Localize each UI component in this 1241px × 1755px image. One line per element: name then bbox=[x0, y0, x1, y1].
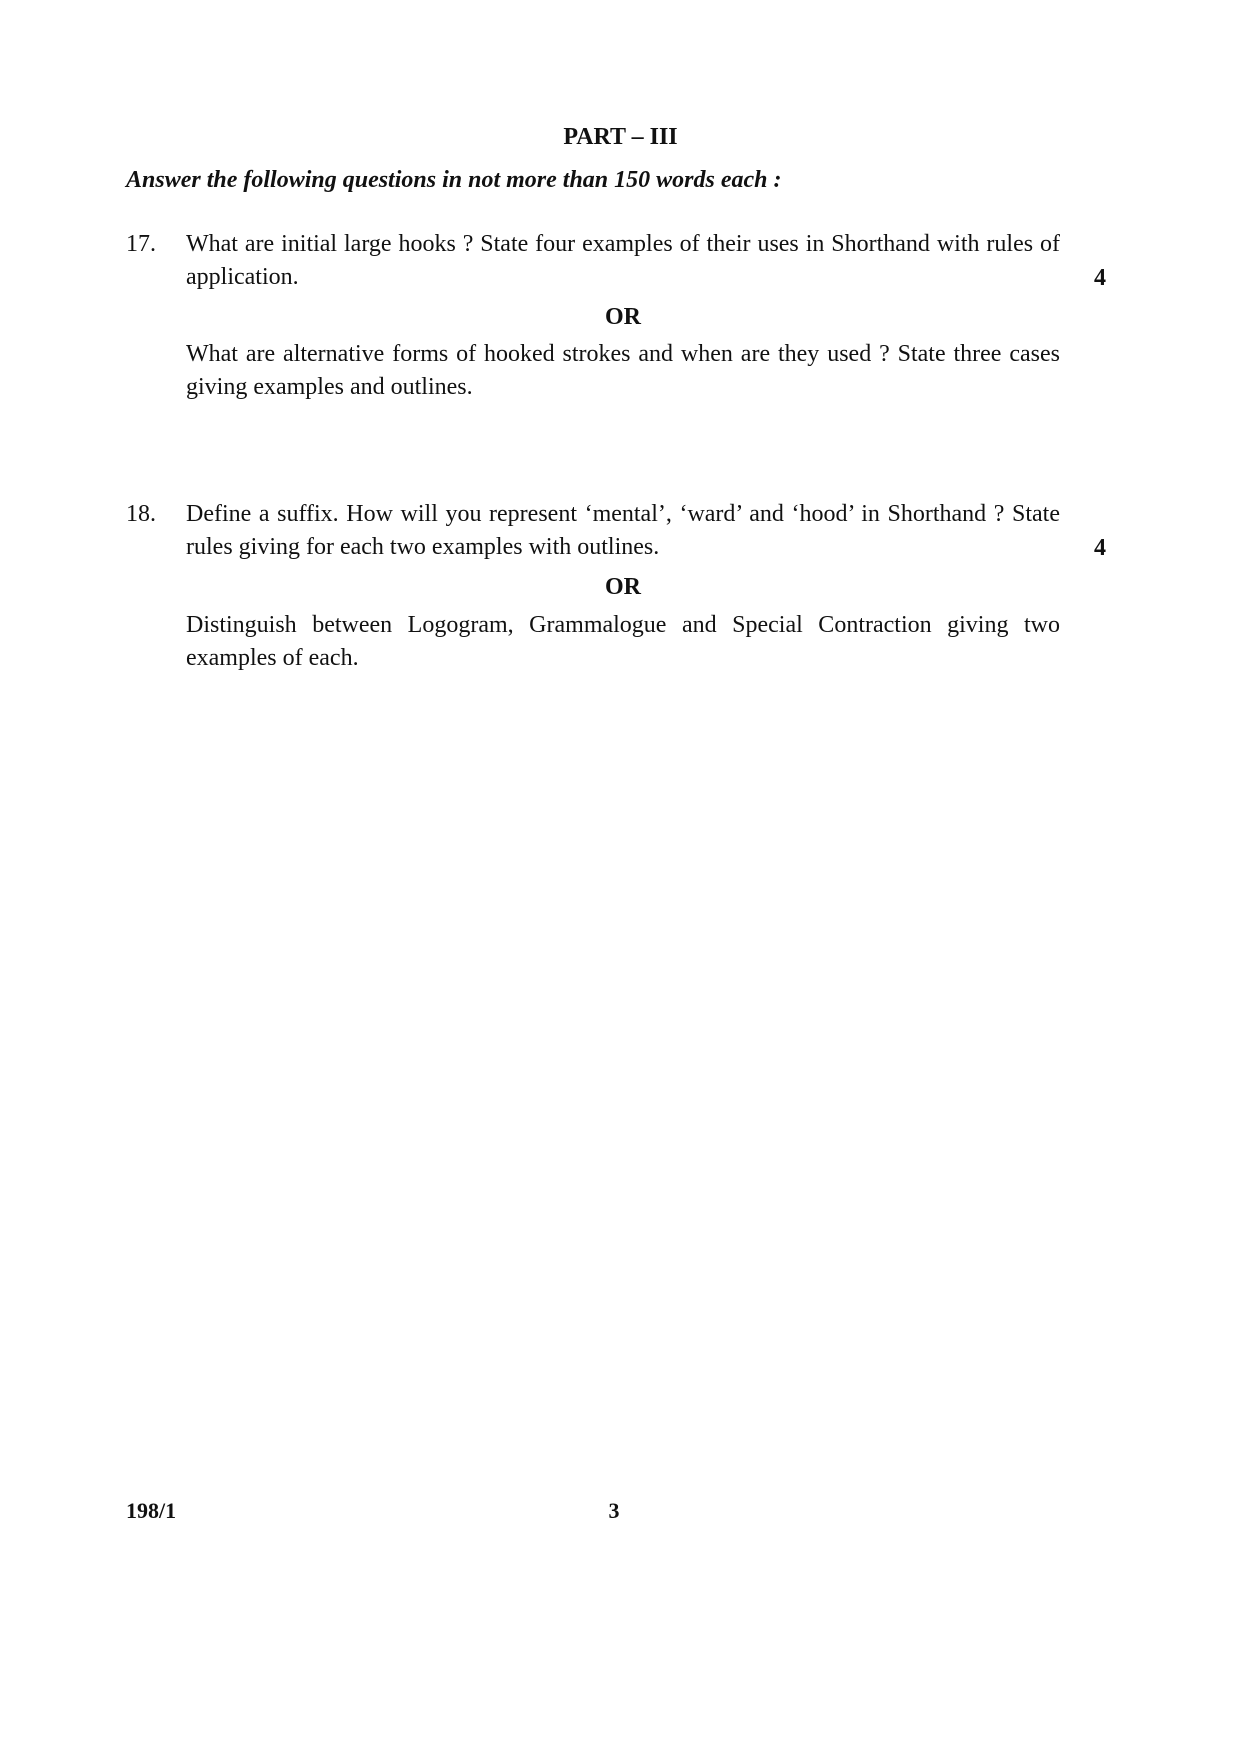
question-18-number: 18. bbox=[126, 501, 156, 527]
question-17-text: What are initial large hooks ? State four examples of their uses in Shorthand with rules of application. bbox=[186, 231, 1060, 290]
part-title: PART – III bbox=[563, 124, 678, 150]
question-17-marks: 4 bbox=[1094, 265, 1106, 291]
question-18-marks: 4 bbox=[1094, 535, 1106, 561]
paper-code: 198/1 bbox=[126, 1498, 177, 1523]
section-instruction: Answer the following questions in not more than 150 words each : bbox=[126, 167, 782, 193]
question-17-alternative: What are alternative forms of hooked strokes and when are they used ? State three cases giving examples and outlines. bbox=[186, 341, 1060, 400]
page-number: 3 bbox=[608, 1498, 620, 1523]
question-18-or-label: OR bbox=[605, 574, 641, 600]
question-17-number: 17. bbox=[126, 231, 156, 257]
question-18-alternative: Distinguish between Logogram, Grammalogue and Special Contraction giving two examples of each. bbox=[186, 612, 1060, 671]
question-17-or-label: OR bbox=[605, 304, 641, 330]
question-18-text: Define a suffix. How will you represent ‘mental’, ‘ward’ and ‘hood’ in Shorthand ? State rules giving for each two examples with outlines. bbox=[186, 501, 1060, 560]
